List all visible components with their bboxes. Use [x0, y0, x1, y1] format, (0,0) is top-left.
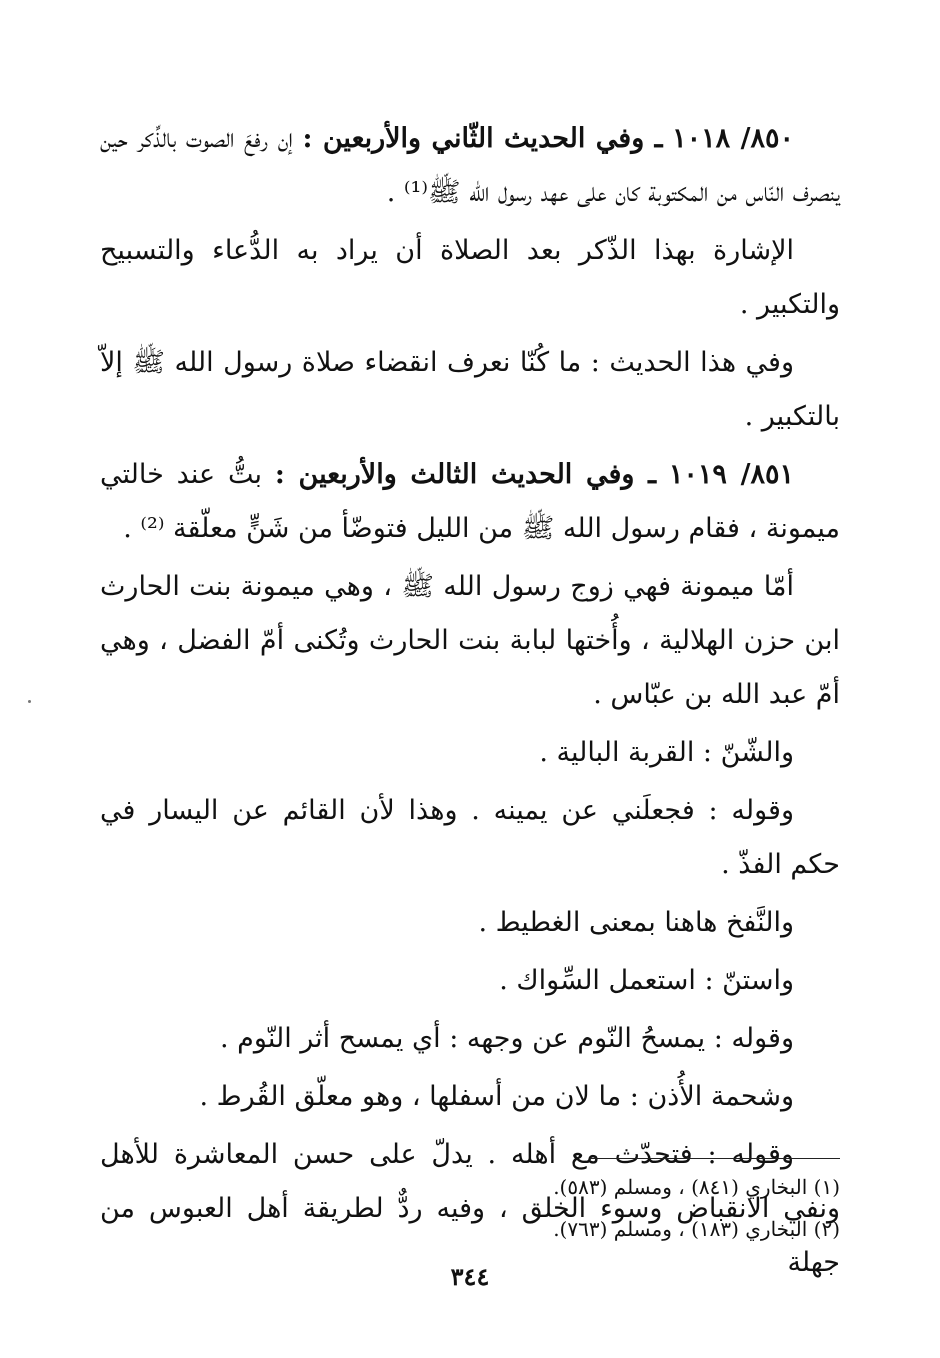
entry-heading: ـ وفي الحديث الثالث والأربعين :: [274, 459, 657, 490]
commentary-paragraph: وقوله : فجعلَني عن يمينه . وهذا لأن القائم عن اليسار في حكم الفذّ .: [100, 795, 840, 880]
commentary-paragraph: والشّنّ : القربة البالية .: [539, 737, 794, 768]
commentary-paragraph: وفي هذا الحديث : ما كُنّا نعرف انقضاء صلاة رسول الله ﷺ إلاّ بالتكبير .: [100, 347, 840, 432]
page-number: ٣٤٤: [450, 1262, 490, 1291]
entry-text: بتُّ عند خالتي ميمونة ، فقام رسول الله ﷺ من الليل فتوضّأ من شَنٍّ معلّقة ⁽²⁾ .: [100, 459, 840, 544]
commentary-paragraph: أمّا ميمونة فهي زوج رسول الله ﷺ ، وهي ميمونة بنت الحارث ابن حزن الهلالية ، وأُختها لبابة بنت الحارث وتُكنى أمّ الفضل ، وهي أمّ عبد الله بن عبّاس .: [100, 571, 840, 710]
entry-text: إن رفعَ الصوت بالذِّكر حين ينصرف النّاس من المكتوبة كان على عهد رسول الله ﷺ⁽¹⁾ .: [100, 123, 840, 208]
commentary-paragraph: واستنّ : استعمل السِّواك .: [499, 965, 794, 996]
hadith-entry-850: [100, 112, 840, 220]
entry-heading: ـ وفي الحديث الثّاني والأربعين :: [302, 123, 663, 154]
footnote-1: (١) البخاري (٨٤١) ، ومسلم (٥٨٣).: [553, 1175, 840, 1199]
page-body: [100, 112, 840, 1294]
commentary-paragraph: والنَّفخ هاهنا بمعنى الغطيط .: [478, 907, 794, 938]
footnote-2: (٢) البخاري (١٨٣) ، ومسلم (٧٦٣).: [553, 1217, 840, 1241]
footnote-divider: [590, 1158, 840, 1159]
footnotes: [100, 1166, 840, 1250]
entry-number: ٨٥٠/ ١٠١٨: [672, 123, 794, 154]
commentary-paragraph: الإشارة بهذا الذّكر بعد الصلاة أن يراد به الدُّعاء والتسبيح والتكبير .: [100, 235, 840, 320]
entry-number: ٨٥١/ ١٠١٩: [668, 459, 794, 490]
commentary-paragraph: وقوله : يمسحُ النّوم عن وجهه : أي يمسح أثر النّوم .: [219, 1023, 794, 1054]
commentary-paragraph: وقوله : فتحدّث مع أهله . يدلّ على حسن المعاشرة للأهل ونفي الانقباض وسوء الخلق ، وفيه ردٌّ لطريقة أهل العبوس من جهلة: [100, 1139, 840, 1278]
margin-speck: [28, 700, 31, 703]
commentary-paragraph: وشحمة الأُذن : ما لان من أسفلها ، وهو معلّق القُرط .: [199, 1081, 794, 1112]
hadith-entry-851: [100, 448, 840, 556]
